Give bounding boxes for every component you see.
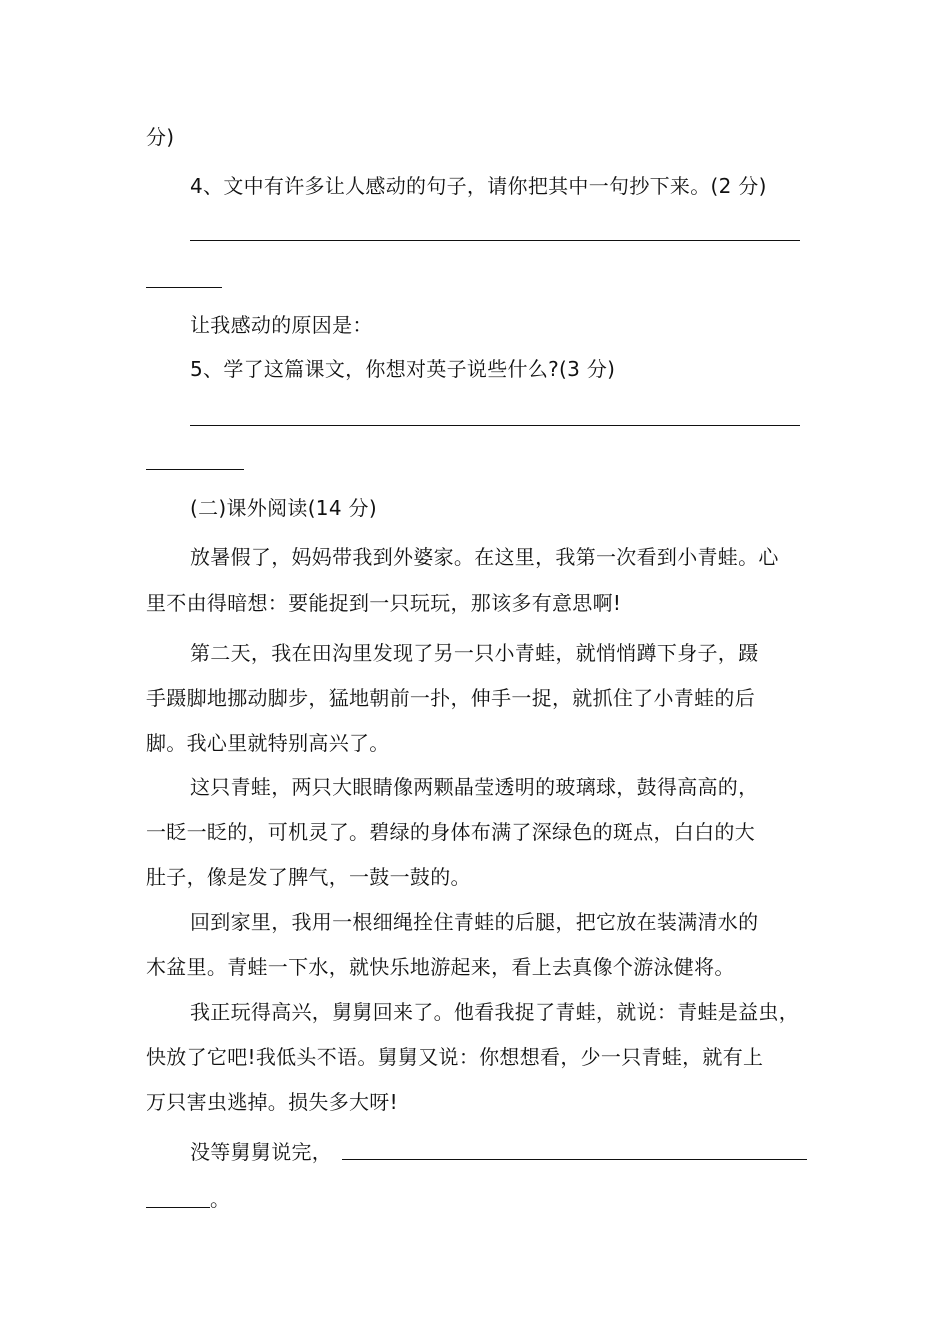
passage-line: 脚。我心里就特别高兴了。 [146, 731, 390, 755]
passage-line: 这只青蛙，两只大眼睛像两颗晶莹透明的玻璃球，鼓得高高的， [190, 775, 759, 799]
reason-prompt: 让我感动的原因是： [190, 313, 373, 337]
period-mark: 。 [210, 1187, 231, 1211]
passage-line: 没等舅舅说完， [190, 1140, 333, 1164]
passage-line: 木盆里。青蛙一下水，就快乐地游起来，看上去真像个游泳健将。 [146, 955, 735, 979]
question-4: 4、文中有许多让人感动的句子，请你把其中一句抄下来。(2 分) [190, 174, 767, 198]
passage-line: 我正玩得高兴，舅舅回来了。他看我捉了青蛙，就说：青蛙是益虫， [190, 1000, 799, 1024]
passage-line: 一眨一眨的，可机灵了。碧绿的身体布满了深绿色的斑点，白白的大 [146, 820, 755, 844]
passage-line: 第二天，我在田沟里发现了另一只小青蛙，就悄悄蹲下身子，蹑 [190, 641, 759, 665]
passage-line: 万只害虫逃掉。损失多大呀! [146, 1090, 398, 1114]
answer-blank[interactable] [146, 469, 244, 470]
answer-blank[interactable] [190, 425, 800, 426]
answer-blank[interactable] [146, 1207, 210, 1208]
text-line: 分) [146, 125, 175, 149]
passage-line: 里不由得暗想：要能捉到一只玩玩，那该多有意思啊! [146, 591, 622, 615]
passage-line: 快放了它吧!我低头不语。舅舅又说：你想想看，少一只青蛙，就有上 [146, 1045, 764, 1069]
passage-line: 手蹑脚地挪动脚步，猛地朝前一扑，伸手一捉，就抓住了小青蛙的后 [146, 686, 755, 710]
passage-line: 肚子，像是发了脾气，一鼓一鼓的。 [146, 865, 471, 889]
passage-line: 回到家里，我用一根细绳拴住青蛙的后腿，把它放在装满清水的 [190, 910, 759, 934]
question-5: 5、学了这篇课文，你想对英子说些什么?(3 分) [190, 357, 616, 381]
passage-line: 放暑假了，妈妈带我到外婆家。在这里，我第一次看到小青蛙。心 [190, 545, 779, 569]
section-heading: (二)课外阅读(14 分) [190, 496, 377, 520]
answer-blank[interactable] [342, 1159, 807, 1160]
answer-blank[interactable] [190, 240, 800, 241]
answer-blank[interactable] [146, 287, 222, 288]
